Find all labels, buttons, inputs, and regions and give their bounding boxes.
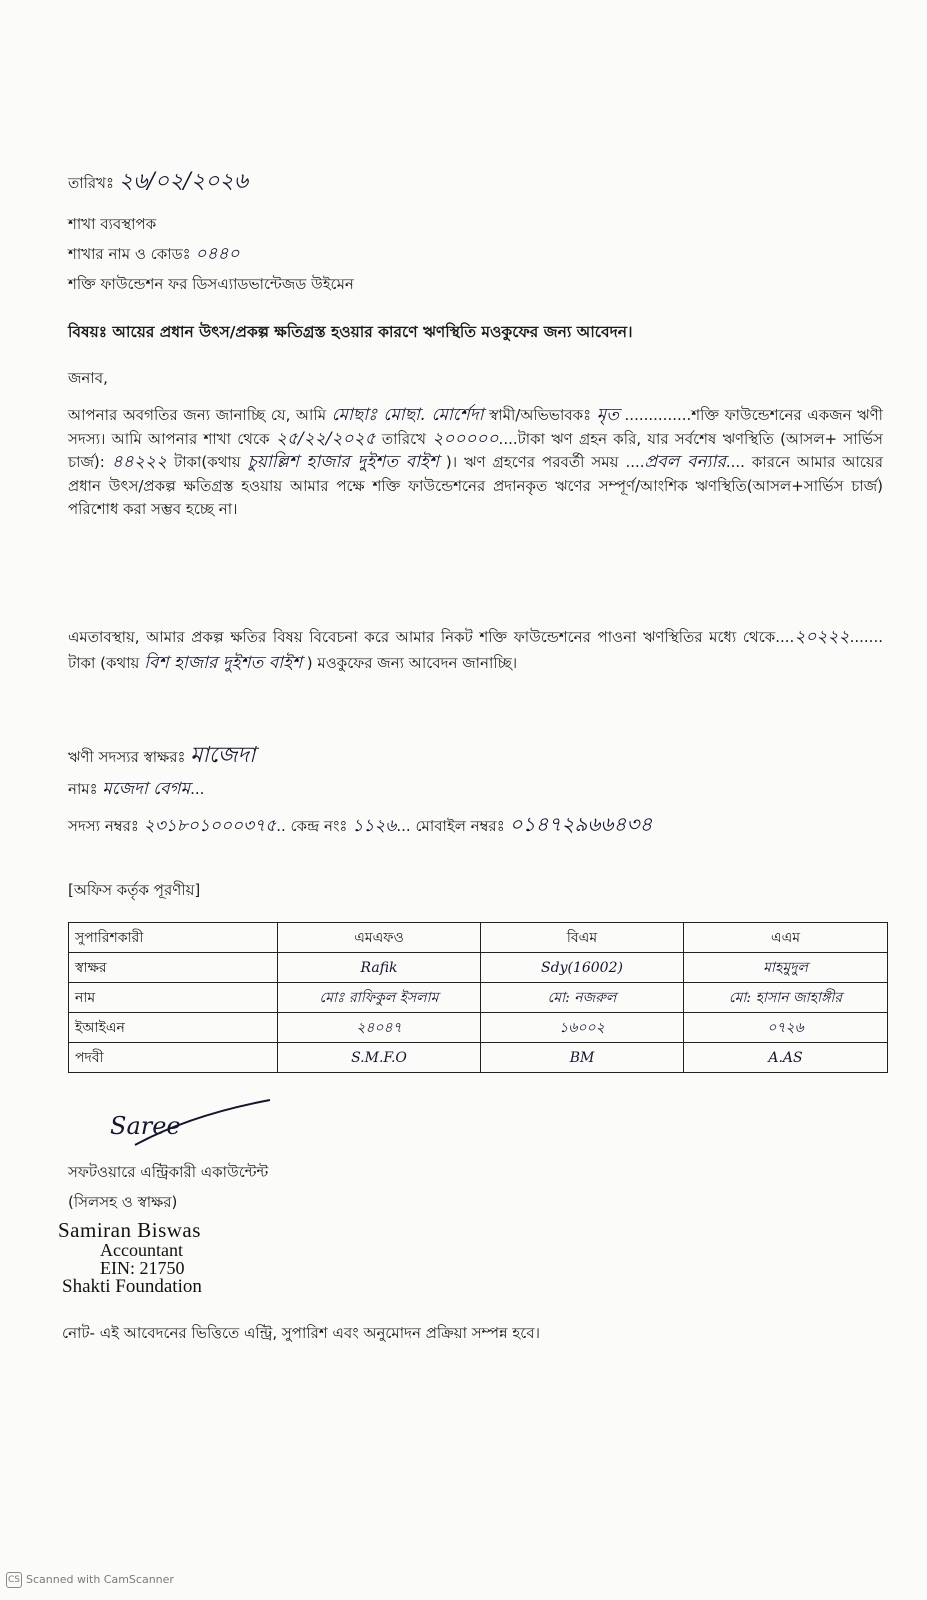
p1-text-h: কারনে আমার আয়ের প্রধান উৎস/প্রকল্প ক্ষতিগ্রস্ত হওয়ায় আমার পক্ষে শক্তি ফাউন্ডেশনের প্রদানকৃত ঋণের সম্পূর্ণ/আংশিক ঋণস্থিতি(আসল+সার্ভিস চার্জ) পরিশোধ করা সম্ভব হচ্ছে না। bbox=[68, 453, 883, 518]
loan-balance: ৪৪২২২ bbox=[111, 452, 168, 472]
salutation: জনাব, bbox=[68, 369, 108, 387]
waiver-amount: ২০২২২ bbox=[794, 627, 850, 647]
branch-label: শাখার নাম ও কোডঃ bbox=[68, 245, 191, 263]
date-line bbox=[68, 169, 249, 194]
row-label: নাম bbox=[69, 983, 278, 1013]
table-row bbox=[69, 1043, 888, 1073]
table-cell: মাহমুদুল bbox=[684, 953, 888, 983]
note-text: নোট- এই আবেদনের ভিত্তিতে এন্ট্রি, সুপারিশ এবং অনুমোদন প্রক্রিয়া সম্পন্ন হবে। bbox=[62, 1324, 540, 1342]
date-value: ২৬/০২/২০২৬ bbox=[118, 169, 249, 194]
table-cell: ১৬০০২ bbox=[481, 1013, 684, 1043]
p1-text-e: টাকা ঋণ গ্রহন করি, যার সর্বশেষ ঋণস্থিতি (আসল+ সার্ভিস চার্জ): bbox=[68, 429, 883, 471]
body-paragraph-1: আপনার অবগতির জন্য জানাচ্ছি যে, আমি মোছাঃ মোছা. মোর্শেদা স্বামী/অভিভাবকঃ মৃত ..............শক্তি ফাউন্ডেশনের একজন ঋণী সদস্য। আমি আপনার শাখা থেকে ২৫/২২/২০২৫ তারিখে ২০০০০০....টাকা ঋণ গ্রহন করি, যার সর্বশেষ ঋণস্থিতি (আসল+ সার্ভিস চার্জ): ৪৪২২২ টাকা(কথায় চুয়াল্লিশ হাজার দুইশত বাইশ )। ঋণ গ্রহণের পরবর্তী সময় ....প্রবল বন্যার.... কারনে আমার আয়ের প্রধান উৎস/প্রকল্প ক্ষতিগ্রস্ত হওয়ায় আমার পক্ষে শক্তি ফাউন্ডেশনের প্রদানকৃত ঋণের সম্পূর্ণ/আংশিক ঋণস্থিতি(আসল+সার্ভিস চার্জ) পরিশোধ করা সম্ভব হচ্ছে না। bbox=[68, 405, 883, 518]
row-label: পদবী bbox=[69, 1043, 278, 1073]
member-name-line: নামঃ মজেদা বেগম... bbox=[68, 779, 205, 799]
loan-amount: ২০০০০০ bbox=[432, 428, 499, 449]
office-recommendation-table bbox=[68, 922, 888, 1073]
table-cell: মো: হাসান জাহাঙ্গীর bbox=[684, 983, 888, 1013]
signature-stroke-icon bbox=[130, 1095, 280, 1155]
mobile-label: মোবাইল নম্বরঃ bbox=[415, 817, 505, 835]
row-label: ইআইএন bbox=[69, 1013, 278, 1043]
balance-in-words: চুয়াল্লিশ হাজার দুইশত বাইশ bbox=[247, 452, 439, 472]
column-header: এএম bbox=[684, 923, 888, 953]
camscanner-icon: CS bbox=[6, 1572, 22, 1588]
accountant-signature: Saree bbox=[110, 1112, 181, 1140]
scanner-text: Scanned with CamScanner bbox=[26, 1573, 174, 1586]
applicant-name: মোছাঃ মোছা. মোর্শেদা bbox=[331, 405, 484, 425]
member-name-label: নামঃ bbox=[68, 780, 98, 798]
p1-text-a: আপনার অবগতির জন্য জানাচ্ছি যে, আমি bbox=[68, 406, 327, 424]
scanner-watermark bbox=[6, 1572, 174, 1588]
waiver-in-words: বিশ হাজার দুইশত বাইশ bbox=[144, 653, 302, 673]
table-row bbox=[69, 953, 888, 983]
table-cell: BM bbox=[481, 1043, 684, 1073]
branch-value: ০৪৪০ bbox=[195, 244, 240, 264]
p1-text-g: )। ঋণ গ্রহণের পরবর্তী সময় bbox=[445, 453, 619, 471]
stamp-title: Accountant bbox=[100, 1240, 183, 1260]
p2-text-c: ) মওকুফের জন্য আবেদন জানাচ্ছি। bbox=[306, 654, 518, 672]
column-header: এমএফও bbox=[278, 923, 481, 953]
loan-date: ২৫/২২/২০২৫ bbox=[275, 428, 376, 449]
mobile-value: ০১৪৭২৯৬৬৪৩৪ bbox=[509, 812, 653, 836]
table-cell: Rafik bbox=[278, 953, 481, 983]
seal-note: (সিলসহ ও স্বাক্ষর) bbox=[68, 1193, 178, 1211]
subject-line: বিষয়ঃ আয়ের প্রধান উৎস/প্রকল্প ক্ষতিগ্রস্ত হওয়ার কারণে ঋণস্থিতি মওকুফের জন্য আবেদন। bbox=[68, 323, 633, 341]
member-no-value: ২৩১৮০১০০০৩৭৫ bbox=[143, 816, 277, 836]
table-cell: মো: নজরুল bbox=[481, 983, 684, 1013]
damage-reason: প্রবল বন্যার bbox=[644, 452, 726, 472]
table-cell: Sdy(16002) bbox=[481, 953, 684, 983]
date-label: তারিখঃ bbox=[68, 174, 114, 192]
table-row bbox=[69, 1013, 888, 1043]
p2-text-b: টাকা (কথায় bbox=[68, 654, 140, 672]
table-row bbox=[69, 983, 888, 1013]
column-header: বিএম bbox=[481, 923, 684, 953]
table-cell: S.M.F.O bbox=[278, 1043, 481, 1073]
center-label: কেন্দ্র নংঃ bbox=[290, 817, 348, 835]
p1-text-b: স্বামী/অভিভাবকঃ bbox=[489, 406, 592, 424]
member-signature-label: ঋণী সদস্যর স্বাক্ষরঃ bbox=[68, 748, 186, 766]
p1-text-c: শক্তি ফাউন্ডেশনের একজন ঋণী সদস্য। আমি আপনার শাখা থেকে bbox=[68, 406, 883, 448]
body-paragraph-2: এমতাবস্থায়, আমার প্রকল্প ক্ষতির বিষয় বিবেচনা করে আমার নিকট শক্তি ফাউন্ডেশনের পাওনা ঋণস্থিতির মধ্যে থেকে....২০২২২....... টাকা (কথায় বিশ হাজার দুইশত বাইশ ) মওকুফের জন্য আবেদন জানাচ্ছি। bbox=[68, 627, 883, 673]
row-label: স্বাক্ষর bbox=[69, 953, 278, 983]
organization-name: শক্তি ফাউন্ডেশন ফর ডিসএ্যাডভান্টেজড উইমেন bbox=[68, 275, 354, 293]
addressee: শাখা ব্যবস্থাপক bbox=[68, 215, 157, 233]
table-header-row bbox=[69, 923, 888, 953]
accountant-role: সফটওয়ারে এন্ট্রিকারী একাউন্টেন্ট bbox=[68, 1163, 269, 1181]
stamp-org: Shakti Foundation bbox=[62, 1276, 202, 1297]
table-cell: মোঃ রাফিকুল ইসলাম bbox=[278, 983, 481, 1013]
member-signature: মাজেদা bbox=[190, 743, 256, 768]
guardian-name: মৃত bbox=[596, 405, 619, 425]
member-signature-line bbox=[68, 743, 256, 768]
p2-text-a: এমতাবস্থায়, আমার প্রকল্প ক্ষতির বিষয় বিবেচনা করে আমার নিকট শক্তি ফাউন্ডেশনের পাওনা ঋণস্থিতির মধ্যে থেকে bbox=[68, 628, 776, 646]
column-header: সুপারিশকারী bbox=[69, 923, 278, 953]
p1-text-f: টাকা(কথায় bbox=[174, 453, 241, 471]
stamp-ein: EIN: 21750 bbox=[100, 1258, 185, 1278]
table-cell: ২৪০৪৭ bbox=[278, 1013, 481, 1043]
table-cell: ০৭২৬ bbox=[684, 1013, 888, 1043]
member-no-label: সদস্য নম্বরঃ bbox=[68, 817, 139, 835]
center-value: ১১২৬ bbox=[352, 816, 397, 836]
stamp-name: Samiran Biswas bbox=[58, 1218, 201, 1242]
table-cell: A.AS bbox=[684, 1043, 888, 1073]
member-name-value: মজেদা বেগম bbox=[102, 779, 191, 799]
office-heading: [অফিস কর্তৃক পূরণীয়] bbox=[68, 881, 201, 899]
p1-text-d: তারিখে bbox=[381, 429, 426, 448]
branch-line bbox=[68, 244, 240, 264]
member-id-line: সদস্য নম্বরঃ ২৩১৮০১০০০৩৭৫.. কেন্দ্র নংঃ ১১২৬... মোবাইল নম্বরঃ ০১৪৭২৯৬৬৪৩৪ bbox=[68, 812, 653, 836]
